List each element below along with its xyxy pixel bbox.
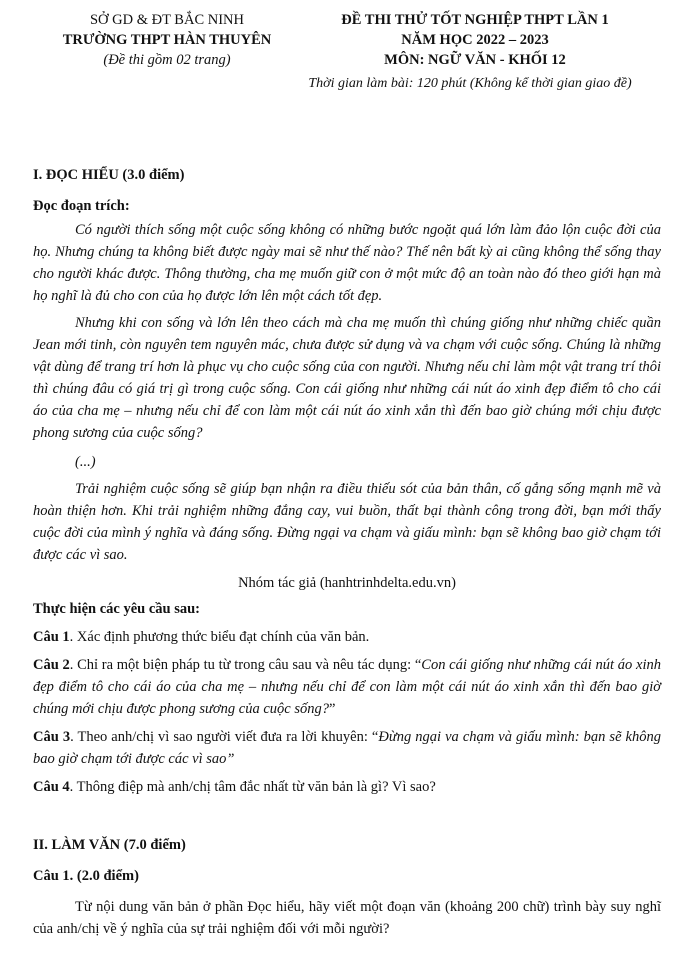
header-right bbox=[300, 10, 650, 70]
question-2-label: Câu 2 bbox=[33, 657, 70, 673]
essay-question-1-text: Từ nội dung văn bản ở phần Đọc hiểu, hãy viết một đoạn văn (khoảng 200 chữ) trình bày suy nghĩ của anh/chị về ý nghĩa của sự trải nghiệm đối với mỗi người? bbox=[33, 899, 661, 937]
question-1 bbox=[33, 626, 661, 648]
reading-lead: Đọc đoạn trích: bbox=[33, 198, 130, 214]
school-name: TRƯỜNG THPT HÀN THUYÊN bbox=[62, 32, 272, 48]
tasks-title: Thực hiện các yêu cầu sau: bbox=[33, 601, 200, 617]
essay-question-1-title: Câu 1. (2.0 điểm) bbox=[33, 868, 139, 884]
excerpt-paragraph-3: Trải nghiệm cuộc sống sẽ giúp bạn nhận ra điều thiếu sót của bản thân, cố gắng sống mạnh mẽ và hoàn thiện hơn. Khi trải nghiệm những đắng cay, vui buồn, thất bại thành công trong đời, bạn mới thấy cuộc đời của mình ý nghĩa và đáng sống. Đừng ngại va chạm và giấu mình: bạn sẽ không bao giờ chạm tới được các vì sao. bbox=[33, 481, 661, 563]
excerpt-paragraph-2: Nhưng khi con sống và lớn lên theo cách mà cha mẹ muốn thì chúng giống như những chiếc quần Jean mới tinh, còn nguyên tem nguyên mác, chưa được sử dụng và va chạm với cuộc sống. Chúng là những vật dùng để trang trí hơn là phục vụ cho cuộc sống của con người. Nhưng nếu chỉ làm một vật trang trí thôi thì chúng đâu có giá trị gì trong cuộc sống. Con cái giống như những cái nút áo xinh đẹp điểm tô cho cái áo của cha mẹ – nhưng nếu chỉ để con làm một cái nút áo xinh xắn thì đến bao giờ chúng mới chịu được phong sương của cuộc sống? bbox=[33, 315, 661, 441]
question-1-label: Câu 1 bbox=[33, 629, 70, 645]
question-3-quote: Đừng ngại va chạm và giấu mình: bạn sẽ không bao giờ chạm tới được các vì sao” bbox=[33, 729, 661, 767]
time-note: Thời gian làm bài: 120 phút (Không kể thời gian giao đề) bbox=[308, 76, 632, 91]
question-3 bbox=[33, 726, 661, 770]
section-2-title: II. LÀM VĂN (7.0 điểm) bbox=[33, 837, 186, 853]
header-left bbox=[22, 10, 312, 70]
excerpt-paragraph-1: Có người thích sống một cuộc sống không có những bước ngoặt quá lớn làm đảo lộn cuộc đời của họ. Nhưng chúng ta không biết được ngày mai sẽ như thế nào? Thế nên bất kỳ ai cũng không thể sống thay cho người khác được. Thông thường, cha mẹ muốn giữ con ở một mức độ an toàn nào đó theo giới hạn mà họ nghĩ là đủ cho con của họ được lớn lên một cách tốt đẹp. bbox=[33, 222, 661, 304]
question-4-label: Câu 4 bbox=[33, 779, 70, 795]
question-2-end: ” bbox=[328, 701, 336, 717]
section-1-title: I. ĐỌC HIỂU (3.0 điểm) bbox=[33, 167, 185, 183]
question-3-label: Câu 3 bbox=[33, 729, 71, 745]
school-year: NĂM HỌC 2022 – 2023 bbox=[401, 32, 549, 48]
page-count-note: (Đề thi gồm 02 trang) bbox=[103, 52, 231, 68]
question-2-text: . Chỉ ra một biện pháp tu từ trong câu sau và nêu tác dụng: “ bbox=[69, 657, 422, 673]
excerpt-source: Nhóm tác giả (hanhtrinhdelta.edu.vn) bbox=[238, 575, 456, 591]
question-4-text: . Thông điệp mà anh/chị tâm đắc nhất từ văn bản là gì? Vì sao? bbox=[69, 779, 436, 795]
question-3-text: . Theo anh/chị vì sao người viết đưa ra lời khuyên: “ bbox=[70, 729, 379, 745]
question-2-quote: Con cái giống như những cái nút áo xinh đẹp điểm tô cho cái áo của cha mẹ – nhưng nếu chỉ để con làm một cái nút áo xinh xắn thì đến bao giờ chúng mới chịu được phong sương của cuộc sống? bbox=[33, 657, 661, 717]
question-1-text: . Xác định phương thức biểu đạt chính của văn bản. bbox=[69, 629, 370, 645]
department-name: SỞ GD & ĐT BẮC NINH bbox=[89, 12, 244, 28]
subject-line: MÔN: NGỮ VĂN - KHỐI 12 bbox=[384, 52, 566, 68]
document-body bbox=[33, 164, 661, 940]
excerpt-ellipsis: (...) bbox=[75, 454, 96, 470]
document-header bbox=[0, 10, 688, 100]
question-4 bbox=[33, 776, 661, 798]
question-2 bbox=[33, 654, 661, 720]
exam-title: ĐỀ THI THỬ TỐT NGHIỆP THPT LẦN 1 bbox=[341, 12, 609, 28]
